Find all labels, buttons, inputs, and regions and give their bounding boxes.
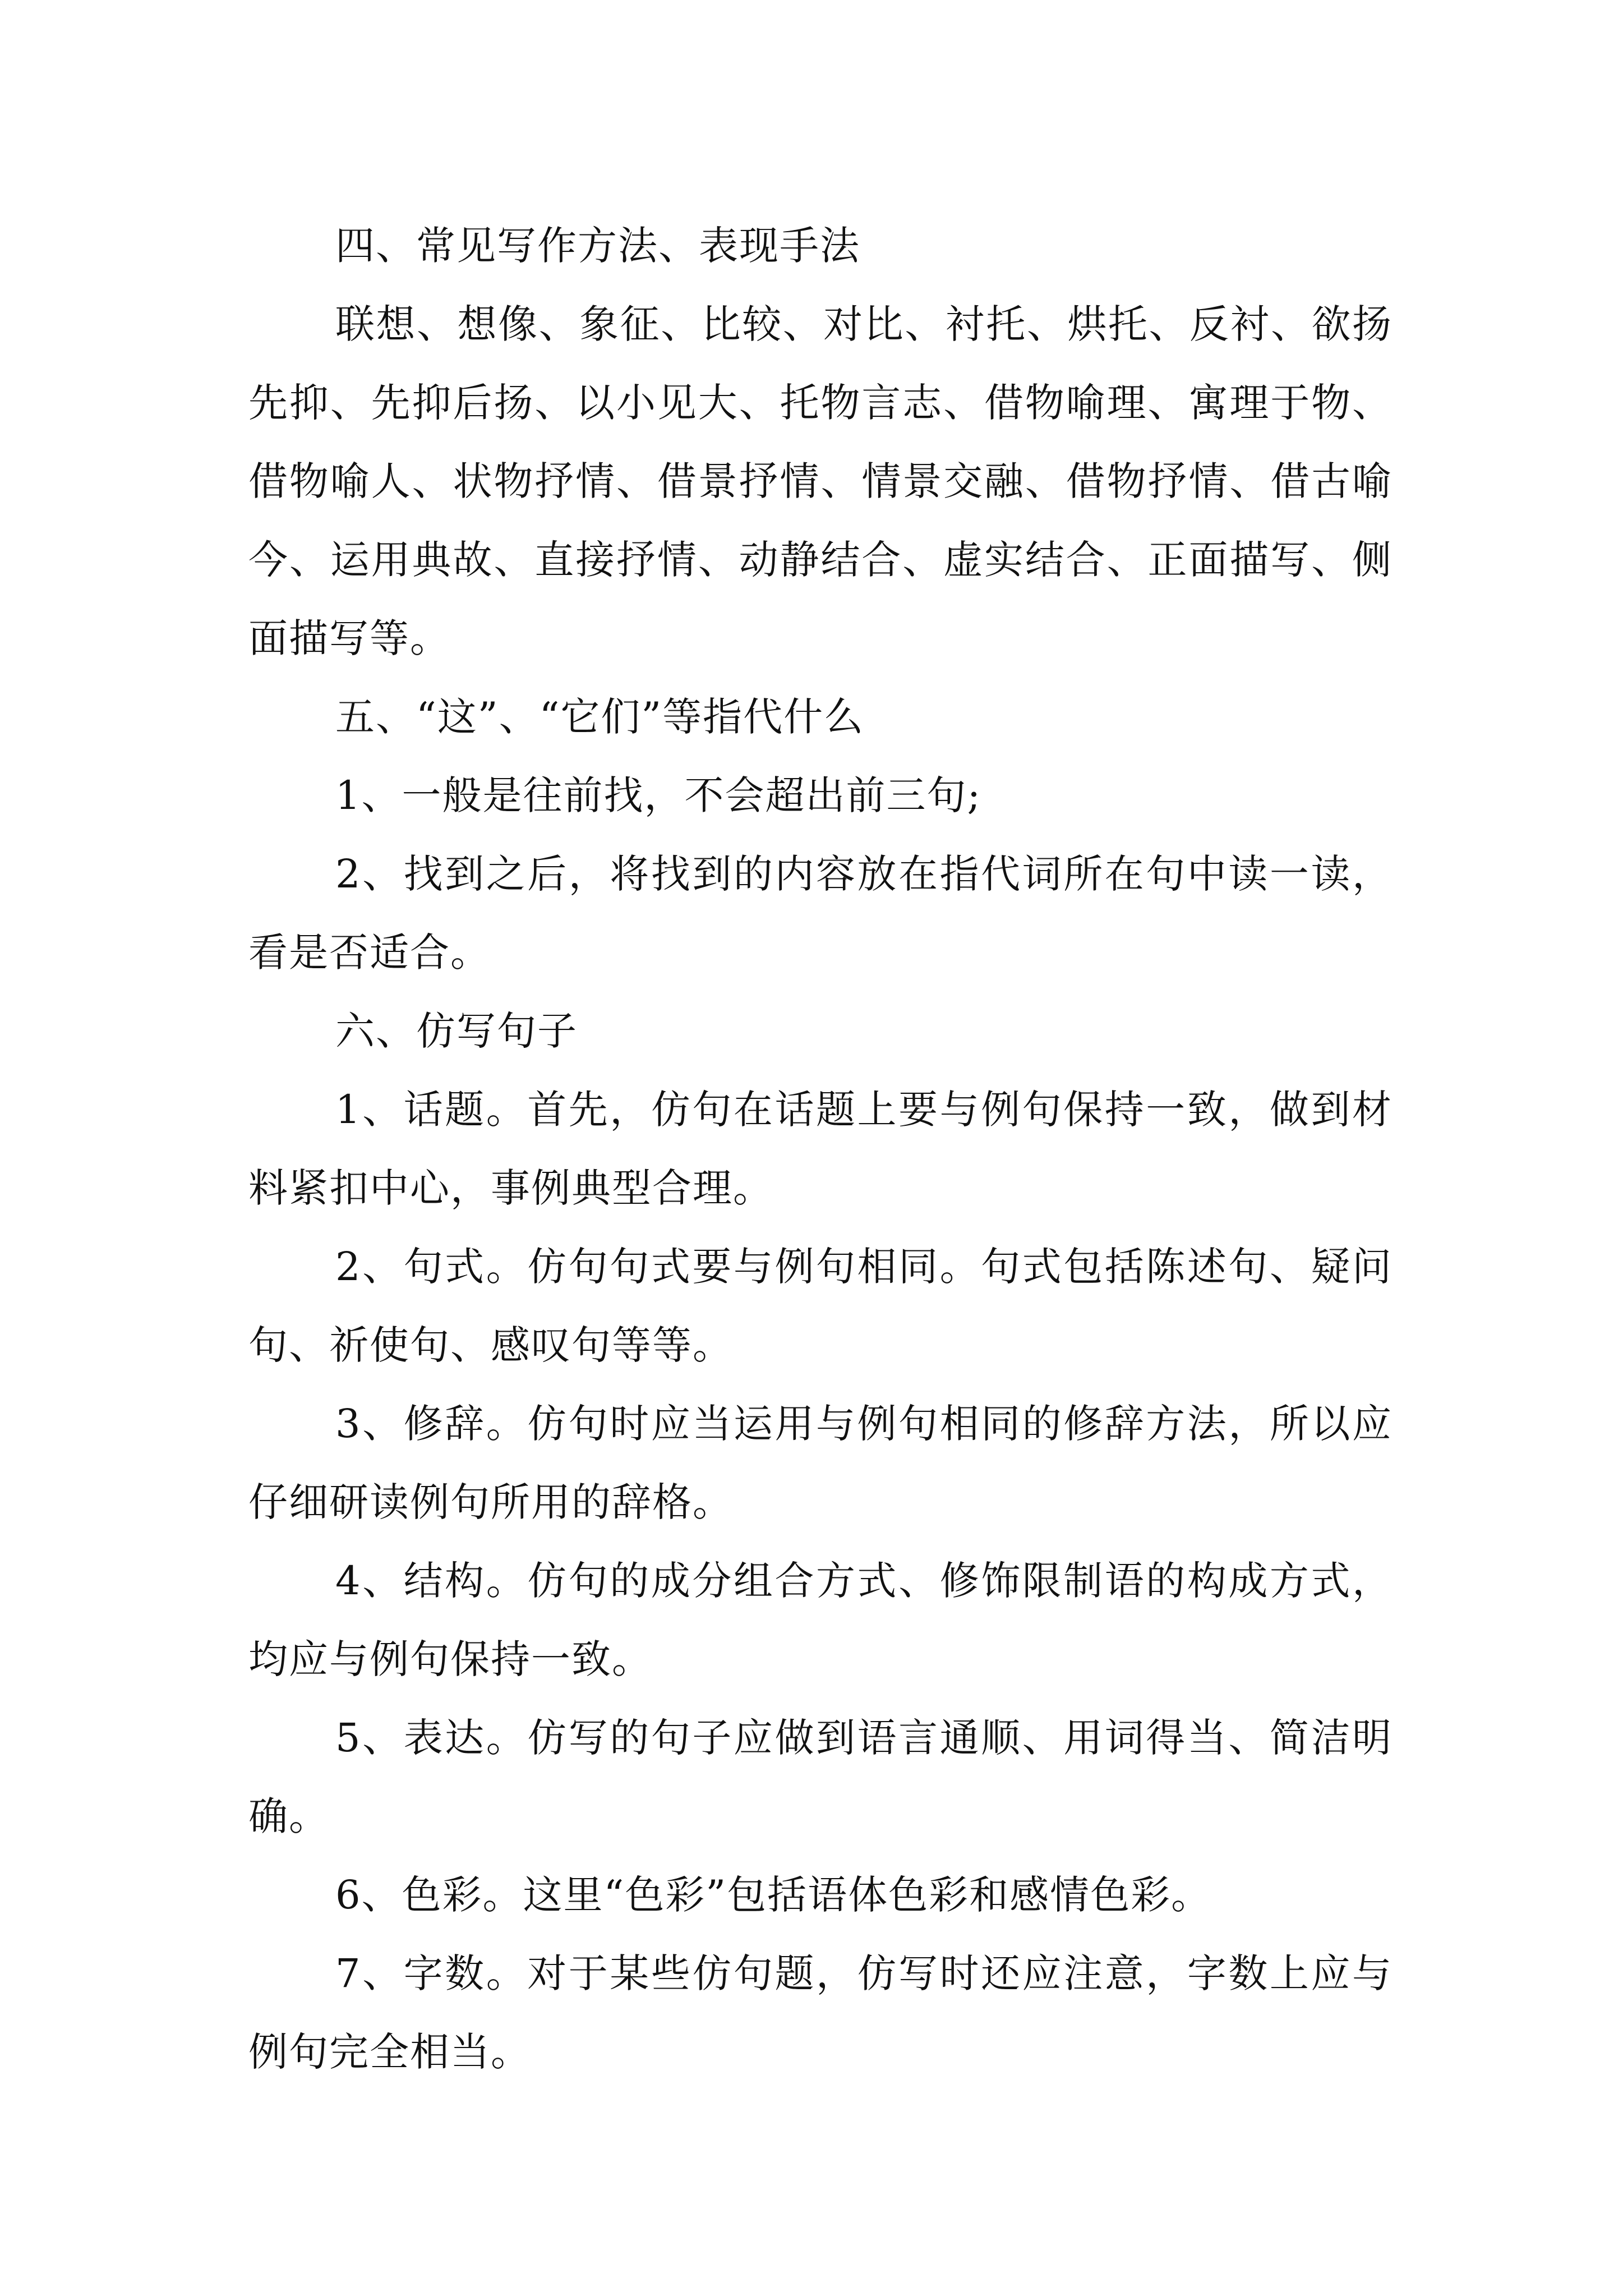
writing-methods-list: 联想、想像、象征、比较、对比、衬托、烘托、反衬、欲扬先抑、先抑后扬、以小见大、托物言志、借物喻理、寓理于物、借物喻人、状物抒情、借景抒情、情景交融、借物抒情、借古喻今、运用典故、直接抒情、动静结合、虚实结合、正面描写、侧面描写等。 bbox=[248, 301, 1393, 661]
pronoun-rule-2: 2、找到之后，将找到的内容放在指代词所在句中读一读，看是否适合。 bbox=[248, 851, 1393, 976]
document-body bbox=[248, 206, 1393, 2091]
imitation-rule-topic: 1、话题。首先，仿句在话题上要与例句保持一致，做到材料紧扣中心，事例典型合理。 bbox=[248, 1087, 1393, 1211]
imitation-rule-structure: 4、结构。仿句的成分组合方式、修饰限制语的构成方式，均应与例句保持一致。 bbox=[248, 1558, 1393, 1682]
imitation-rule-sentence-pattern: 2、句式。仿句句式要与例句相同。句式包括陈述句、疑问句、祈使句、感叹句等等。 bbox=[248, 1244, 1393, 1368]
section-heading-writing-methods: 四、常见写作方法、表现手法 bbox=[335, 223, 860, 269]
imitation-rule-rhetoric: 3、修辞。仿句时应当运用与例句相同的修辞方法，所以应仔细研读例句所用的辞格。 bbox=[248, 1401, 1393, 1525]
section-heading-sentence-imitation: 六、仿写句子 bbox=[335, 1008, 578, 1054]
section-heading-pronoun-reference: 五、“这”、“它们”等指代什么 bbox=[335, 694, 865, 740]
imitation-rule-expression: 5、表达。仿写的句子应做到语言通顺、用词得当、简洁明确。 bbox=[248, 1715, 1393, 1839]
imitation-rule-word-count: 7、字数。对于某些仿句题，仿写时还应注意，字数上应与例句完全相当。 bbox=[248, 1950, 1393, 2075]
imitation-rule-color: 6、色彩。这里“色彩”包括语体色彩和感情色彩。 bbox=[335, 1872, 1212, 1918]
pronoun-rule-1: 1、一般是往前找，不会超出前三句; bbox=[335, 772, 982, 818]
